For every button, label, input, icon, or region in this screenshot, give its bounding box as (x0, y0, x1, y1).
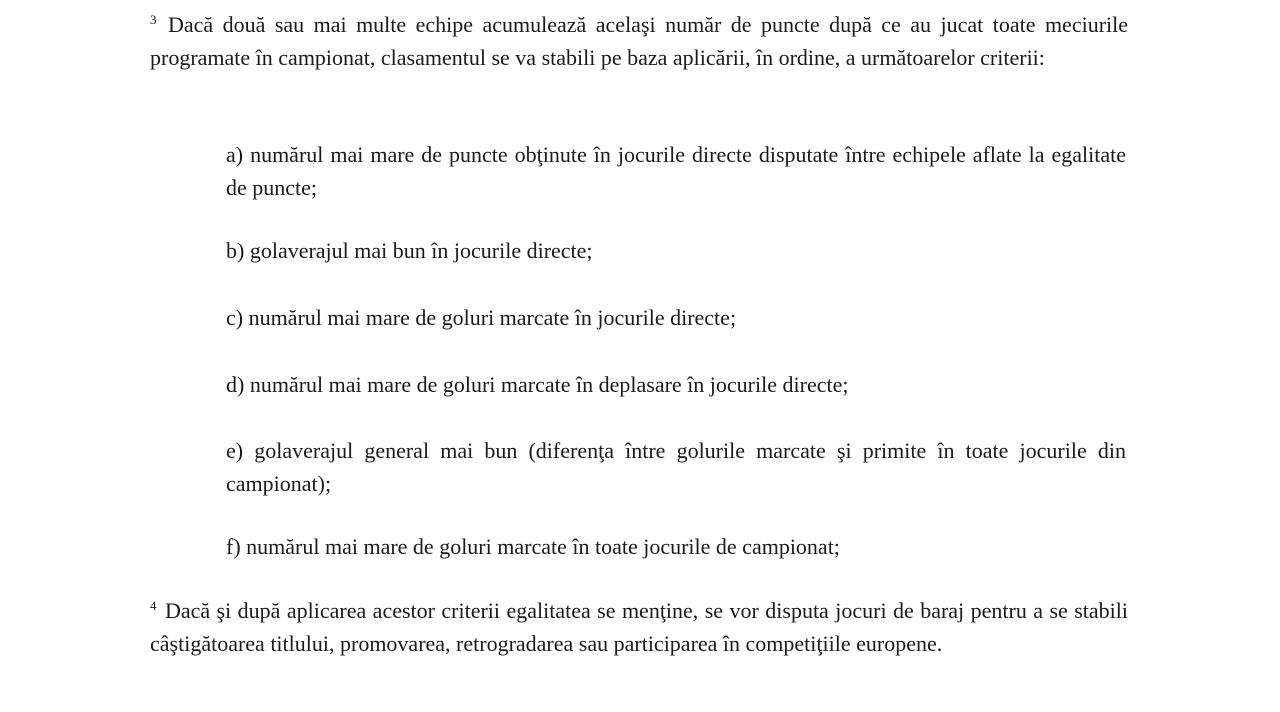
paragraph-number: 3 (150, 11, 157, 27)
paragraph-3 (150, 8, 1128, 74)
criterion-f: f) numărul mai mare de goluri marcate în toate jocurile de campionat; (226, 534, 840, 559)
criterion-d: d) numărul mai mare de goluri marcate în deplasare în jocurile directe; (226, 372, 849, 397)
criterion-a: a) numărul mai mare de puncte obţinute în jocurile directe disputate între echipele aflate la egalitate de puncte; (226, 142, 1126, 200)
criterion-b: b) golaverajul mai bun în jocurile directe; (226, 238, 593, 263)
criterion-c: c) numărul mai mare de goluri marcate în jocurile directe; (226, 305, 737, 330)
paragraph-number: 4 (150, 597, 157, 613)
paragraph-text: Dacă şi după aplicarea acestor criterii egalitatea se menţine, se vor disputa jocuri de baraj pentru a se stabili câştigătoarea titlului, promovarea, retrogradarea sau participarea în competiţiile europene. (150, 598, 1128, 656)
paragraph-text: Dacă două sau mai multe echipe acumulează acelaşi număr de puncte după ce au jucat toate meciurile programate în campionat, clasamentul se va stabili pe baza aplicării, în ordine, a următoarelor criterii: (150, 12, 1129, 70)
paragraph-4 (150, 594, 1128, 660)
criterion-e: e) golaverajul general mai bun (diferenţa între golurile marcate şi primite în toate jocurile din campionat); (226, 438, 1126, 496)
